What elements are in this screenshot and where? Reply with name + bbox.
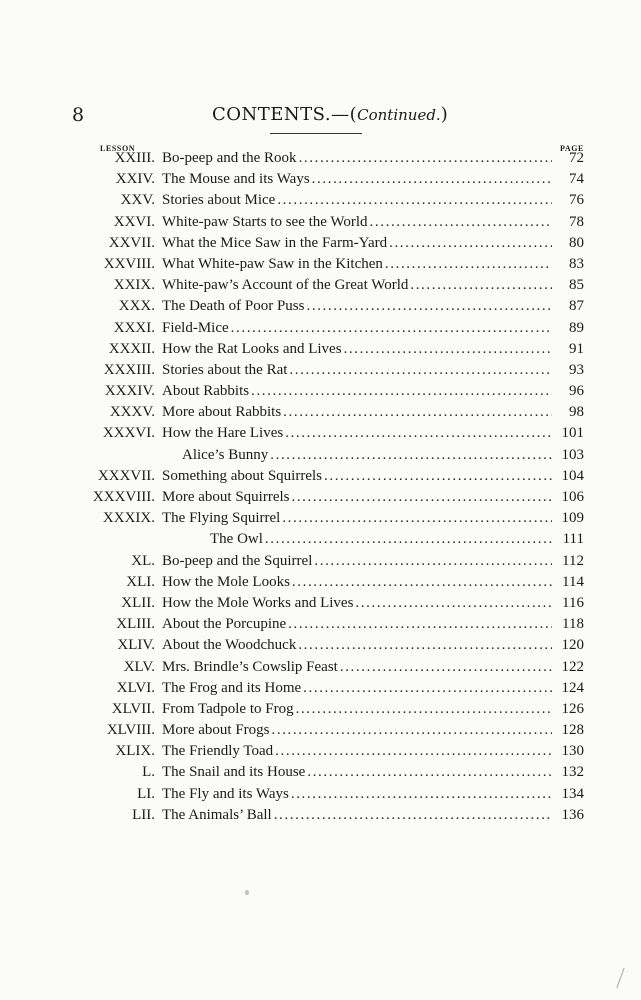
page-ref: 118	[562, 616, 584, 633]
lesson-title-text: Bo-peep and the Squirrel	[162, 552, 313, 569]
lesson-title-text: White-paw Starts to see the World	[162, 213, 368, 230]
page-ref: 120	[561, 637, 584, 654]
lesson-number: XXVII.	[108, 234, 155, 251]
page-ref: 98	[569, 404, 584, 421]
lesson-title	[162, 404, 552, 421]
lesson-number: XXXII.	[108, 340, 155, 357]
toc-entry	[0, 719, 641, 740]
lesson-title	[162, 235, 552, 252]
dot-leader	[324, 468, 552, 485]
page-ref: 132	[561, 764, 584, 781]
lesson-title	[162, 595, 552, 612]
lesson-title-text: About the Porcupine	[162, 616, 287, 633]
lesson-title	[162, 637, 552, 654]
toc-entry	[0, 486, 641, 507]
lesson-number: XLV.	[123, 658, 155, 675]
heading-rule	[270, 133, 362, 134]
toc-entry	[0, 550, 641, 571]
toc-entry	[0, 698, 641, 719]
lesson-title	[162, 786, 552, 803]
lesson-title-text: The Frog and its Home	[162, 679, 302, 696]
toc-entry	[0, 740, 641, 761]
page-ref: 124	[561, 679, 584, 696]
lesson-title-text: How the Hare Lives	[162, 425, 284, 442]
page-ref: 74	[569, 171, 584, 188]
lesson-title-text: From Tadpole to Frog	[162, 700, 294, 717]
lesson-title-text: How the Rat Looks and Lives	[162, 340, 342, 357]
lesson-title	[162, 192, 552, 209]
title-dash: —(	[331, 104, 358, 125]
lesson-number: XLIII.	[116, 616, 155, 633]
toc-entry	[0, 592, 641, 613]
toc-entry	[0, 444, 641, 465]
page-title	[212, 104, 448, 125]
lesson-title	[162, 320, 552, 337]
dot-leader	[296, 701, 552, 718]
lesson-title	[162, 553, 552, 570]
dot-leader	[385, 256, 552, 273]
lesson-title-text: How the Mole Works and Lives	[162, 594, 354, 611]
lesson-title	[162, 171, 552, 188]
lesson-title-text: More about Rabbits	[162, 404, 282, 421]
lesson-title-text: More about Frogs	[162, 722, 270, 739]
lesson-title-text: More about Squirrels	[162, 489, 290, 505]
lesson-number: XXXIII.	[103, 361, 155, 378]
lesson-title	[162, 298, 552, 315]
lesson-number: XXIV.	[115, 171, 155, 188]
page-ref: 112	[562, 552, 584, 569]
toc-entry	[0, 571, 641, 592]
lesson-title-text: What the Mice Saw in the Farm-Yard	[162, 234, 388, 251]
lesson-number: XL.	[131, 552, 155, 569]
toc-entry	[0, 232, 641, 253]
lesson-number: XXXIX.	[102, 510, 155, 527]
toc-entry	[0, 613, 641, 634]
lesson-title-text: About the Woodchuck	[162, 637, 297, 654]
toc-entry	[0, 295, 641, 316]
lesson-title	[162, 489, 552, 506]
lesson-title	[162, 807, 552, 824]
lesson-title	[162, 362, 552, 379]
page-ref: 103	[561, 446, 584, 463]
page-ref: 85	[569, 277, 584, 294]
toc-entry	[0, 507, 641, 528]
table-of-contents	[0, 147, 641, 825]
page-column-header: PAGE	[559, 144, 584, 153]
toc-entry	[0, 422, 641, 443]
lesson-title	[162, 383, 552, 400]
toc-entry	[0, 317, 641, 338]
toc-entry	[0, 528, 641, 549]
lesson-number: XXVI.	[113, 213, 155, 230]
toc-entry	[0, 761, 641, 782]
lesson-number: XLIX.	[115, 743, 155, 760]
lesson-title-text: How the Mole Looks	[162, 573, 290, 590]
lesson-title	[162, 659, 552, 676]
dot-leader	[274, 807, 552, 824]
toc-entry	[0, 656, 641, 677]
lesson-number: XLIV.	[117, 637, 155, 654]
toc-entry	[0, 677, 641, 698]
lesson-title	[162, 743, 552, 760]
continued-label: Continued.	[357, 106, 441, 124]
dot-leader	[282, 510, 552, 527]
lesson-title	[162, 701, 552, 718]
page-ref: 93	[569, 361, 584, 378]
dot-leader	[307, 764, 552, 781]
page-ref: 109	[561, 510, 584, 527]
lesson-number: XXXVII.	[97, 467, 155, 484]
lesson-title	[162, 214, 552, 231]
toc-entry	[0, 253, 641, 274]
lesson-title-text: The Flying Squirrel	[162, 510, 281, 527]
lesson-title	[182, 447, 552, 464]
lesson-number: XLVI.	[116, 679, 155, 696]
lesson-title	[162, 256, 552, 273]
page-ref: 111	[562, 531, 584, 548]
dot-leader	[231, 320, 552, 337]
lesson-title	[210, 531, 552, 548]
lesson-title	[162, 468, 552, 485]
lesson-number: XLII.	[121, 594, 155, 611]
lesson-number: XXX.	[118, 298, 155, 315]
toc-entry	[0, 804, 641, 825]
dot-leader	[389, 235, 552, 252]
toc-entry	[0, 359, 641, 380]
lesson-number: XXXV.	[109, 404, 155, 421]
dot-leader	[291, 489, 552, 506]
page-ref: 116	[562, 594, 584, 611]
lesson-number: XXXIV.	[104, 383, 155, 400]
lesson-number: XXIII.	[114, 150, 155, 166]
toc-entry	[0, 147, 641, 168]
page-ref: 80	[569, 234, 584, 251]
page-ref: 83	[569, 255, 584, 272]
page-ref: 134	[561, 785, 584, 802]
lesson-number: XLVII.	[111, 700, 155, 717]
lesson-title	[162, 764, 552, 781]
lesson-title-text: The Snail and its House	[162, 764, 306, 781]
dot-leader	[307, 298, 553, 315]
page-ref: 114	[562, 573, 584, 590]
lesson-title	[162, 341, 552, 358]
dot-leader	[283, 404, 552, 421]
page-ref: 87	[569, 298, 584, 315]
lesson-title-text: The Fly and its Ways	[162, 785, 289, 802]
dot-leader	[340, 659, 552, 676]
dot-leader	[292, 574, 552, 591]
dot-leader	[344, 341, 552, 358]
lesson-number: L.	[142, 764, 155, 781]
lesson-number: XXXI.	[113, 319, 155, 336]
page-ref: 126	[561, 700, 584, 717]
dot-leader	[272, 722, 553, 739]
lesson-title-text: Mrs. Brindle’s Cowslip Feast	[162, 658, 338, 675]
lesson-title	[162, 722, 552, 739]
lesson-title-text: Alice’s Bunny	[182, 446, 269, 463]
dot-leader	[288, 616, 552, 633]
toc-entry	[0, 380, 641, 401]
toc-entry	[0, 783, 641, 804]
dot-leader	[314, 553, 552, 570]
lesson-number: XLI.	[126, 573, 155, 590]
lesson-title-text: Field-Mice	[162, 319, 229, 336]
dot-leader	[303, 680, 552, 697]
lesson-title-text: The Mouse and its Ways	[162, 171, 310, 188]
lesson-title	[162, 680, 552, 697]
lesson-number: XXIX.	[113, 277, 155, 294]
page-ref: 136	[561, 806, 584, 823]
dot-leader	[355, 595, 552, 612]
lesson-title-text: The Death of Poor Puss	[162, 298, 305, 315]
lesson-title	[162, 277, 552, 294]
lesson-title-text: The Owl	[210, 531, 263, 548]
lesson-title-text: White-paw’s Account of the Great World	[162, 277, 409, 294]
toc-entry	[0, 189, 641, 210]
dot-leader	[265, 531, 552, 548]
page-ref: 101	[561, 425, 584, 442]
lesson-title-text: The Friendly Toad	[162, 743, 274, 760]
lesson-title-text: The Animals’ Ball	[162, 806, 272, 823]
lesson-number: XXXVI.	[102, 425, 155, 442]
title-text: CONTENTS.	[212, 104, 332, 125]
lesson-number: XLVIII.	[106, 722, 155, 739]
lesson-number: XXVIII.	[103, 255, 155, 272]
lesson-title-text: Stories about Mice	[162, 192, 276, 209]
dot-leader	[251, 383, 552, 400]
dot-leader	[299, 150, 552, 167]
lesson-title	[162, 510, 552, 527]
page-ref: 96	[569, 383, 584, 400]
lesson-title	[162, 616, 552, 633]
page-ref: 122	[561, 658, 584, 675]
toc-entry	[0, 401, 641, 422]
title-close: )	[440, 104, 449, 125]
dot-leader	[370, 214, 552, 231]
toc-entry	[0, 338, 641, 359]
toc-entry	[0, 465, 641, 486]
toc-entry	[0, 211, 641, 232]
ink-smudge	[245, 890, 249, 895]
lesson-title-text: Stories about the Rat	[162, 361, 288, 378]
lesson-number: XXV.	[120, 192, 155, 209]
page-ref: 72	[569, 150, 584, 166]
dot-leader	[277, 192, 552, 209]
dot-leader	[312, 171, 552, 188]
lesson-title	[162, 150, 552, 167]
lesson-column-header: LESSON	[100, 144, 136, 153]
lesson-title	[162, 574, 552, 591]
page-ref: 89	[569, 319, 584, 336]
lesson-title	[162, 425, 552, 442]
dot-leader	[291, 786, 552, 803]
page-number: 8	[72, 104, 85, 126]
dot-leader	[275, 743, 552, 760]
lesson-number: XXXVIII.	[92, 489, 155, 505]
lesson-number: LI.	[137, 785, 155, 802]
page-ref: 106	[561, 489, 584, 505]
page-ref: 104	[561, 467, 584, 484]
page-ref: 130	[561, 743, 584, 760]
page-ref: 91	[569, 340, 584, 357]
lesson-title-text: Something about Squirrels	[162, 467, 322, 484]
page-ref: 78	[569, 213, 584, 230]
dot-leader	[270, 447, 552, 464]
toc-entry	[0, 168, 641, 189]
dot-leader	[410, 277, 552, 294]
dot-leader	[298, 637, 552, 654]
dot-leader	[285, 425, 552, 442]
corner-mark	[604, 968, 624, 988]
page-ref: 76	[569, 192, 584, 209]
toc-entry	[0, 634, 641, 655]
lesson-number: LII.	[132, 806, 155, 823]
dot-leader	[289, 362, 552, 379]
toc-entry	[0, 274, 641, 295]
lesson-title-text: What White-paw Saw in the Kitchen	[162, 255, 383, 272]
lesson-title-text: About Rabbits	[162, 383, 250, 400]
page-ref: 128	[561, 722, 584, 739]
lesson-title-text: Bo-peep and the Rook	[162, 150, 297, 166]
